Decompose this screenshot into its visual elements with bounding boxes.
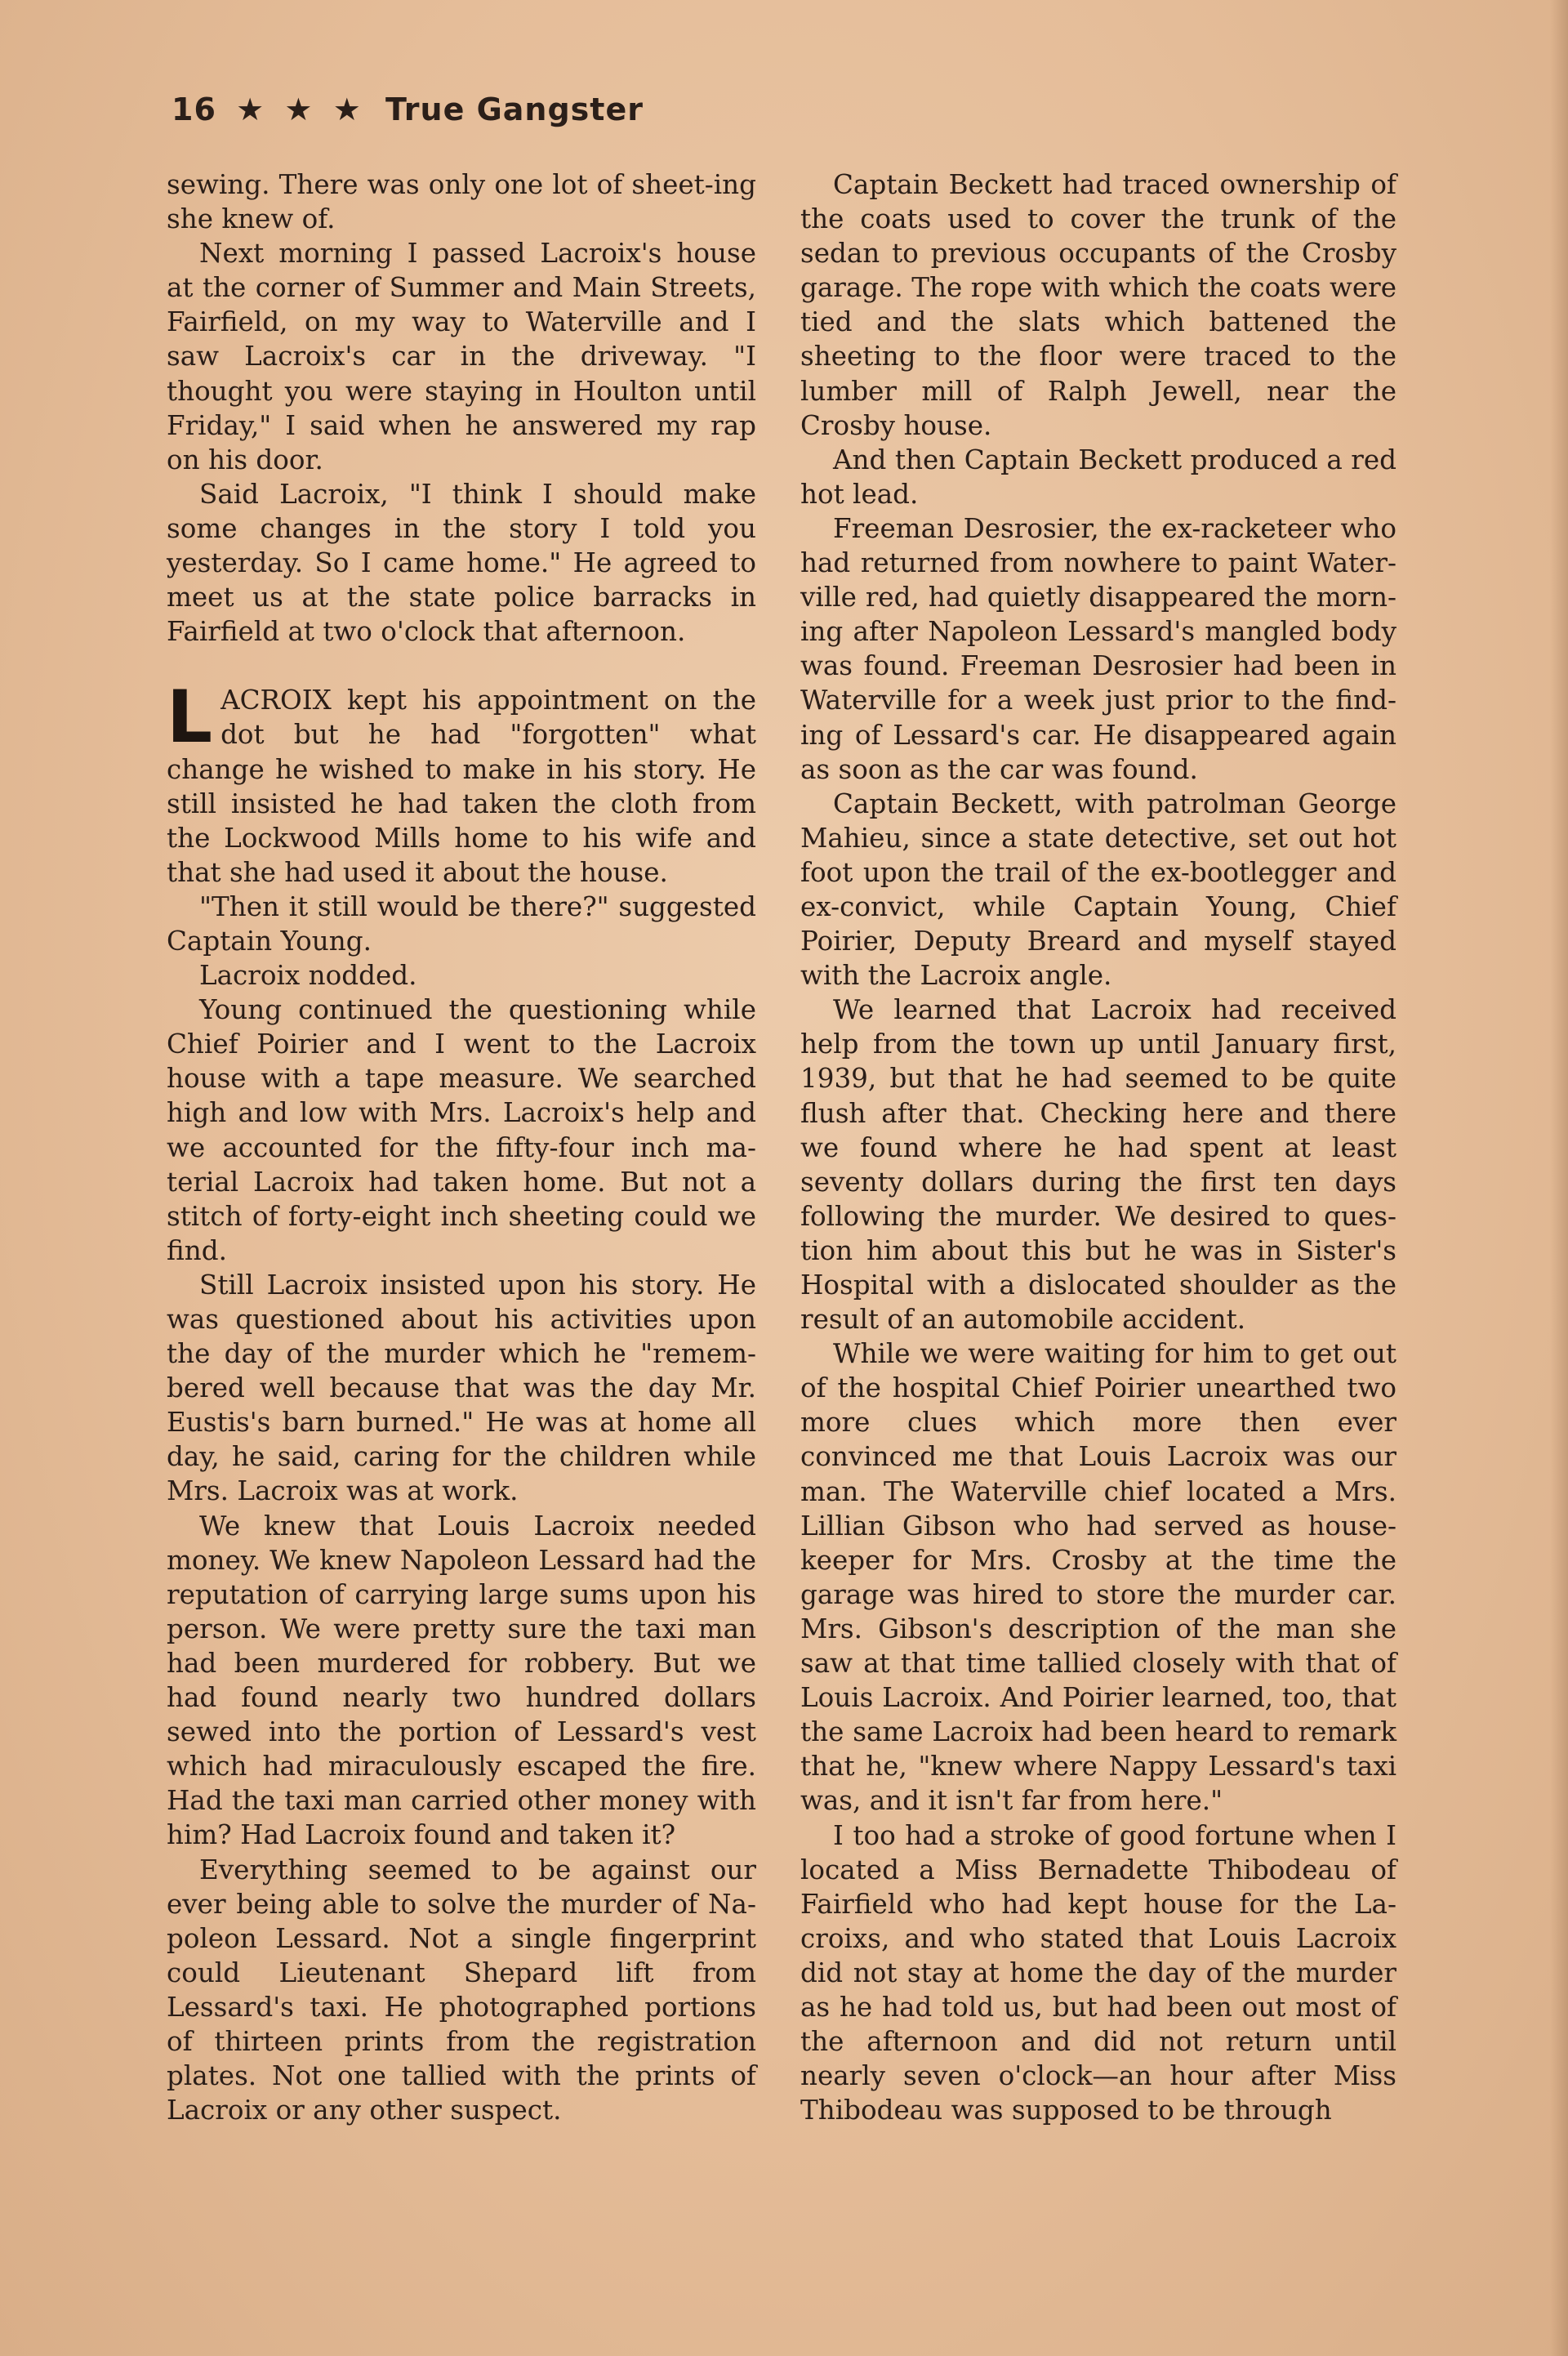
page-number: 16 (172, 91, 216, 127)
page-header (172, 91, 644, 127)
paragraph: And then Captain Beckett produced a red hot lead. (800, 444, 1396, 510)
paragraph: Captain Beckett, with patrolman George Mahieu, since a state detective, set out hot foot upon the trail of the ex-bootlegger and ex-convict, while Captain Young, Chief Poirier, Deputy Breard and myself stayed with the Lacroix angle. (800, 788, 1396, 992)
paragraph: Still Lacroix insisted upon his story. He was questioned about his activities upon the day of the murder which he "remem-bered well because that was the day Mr. Eustis's barn burned." He was at home all day, he said, caring for the children while Mrs. Lacroix was at work. (167, 1269, 756, 1507)
paragraph: While we were waiting for him to get out of the hospital Chief Poirier unearthed two more clues which more then ever convinced me that Louis Lacroix was our man. The Waterville chief located a Mrs. Lillian Gibson who had served as house-keeper for Mrs. Crosby at the time the garage was hired to store the murder car. Mrs. Gibson's description of the man she saw at that time tallied closely with that of Louis Lacroix. And Poirier learned, too, that the same Lacroix had been heard to remark that he, "knew where Nappy Lessard's taxi was, and it isn't far from here." (800, 1338, 1396, 1817)
paragraph: "Then it still would be there?" suggested Captain Young. (167, 890, 756, 957)
right-column (800, 167, 1396, 2127)
paragraph: Next morning I passed Lacroix's house at the corner of Summer and Main Streets, Fairfield, on my way to Waterville and I saw Lacroix's car in the driveway. "I thought you were staying in Houlton until Friday," I said when he answered my rap on his door. (167, 238, 756, 475)
paragraph-text: ACROIX kept his appointment on the dot but he had "forgotten" what change he wished to make in his story. He still insisted he had taken the cloth from the Lockwood Mills home to his wife and that she had used it about the house. (167, 685, 756, 888)
paragraph: Said Lacroix, "I think I should make some changes in the story I told you yesterday. So I came home." He agreed to meet us at the state police barracks in Fairfield at two o'clock that afternoon. (167, 478, 756, 648)
left-column (167, 167, 756, 2127)
paragraph: Captain Beckett had traced ownership of the coats used to cover the trunk of the sedan to previous occupants of the Crosby garage. The rope with which the coats were tied and the slats which battened the sheeting to the floor were traced to the lumber mill of Ralph Jewell, near the Crosby house. (800, 169, 1396, 441)
page-edge-shadow (1550, 0, 1568, 2356)
magazine-title: True Gangster (385, 91, 644, 127)
paragraph: Everything seemed to be against our ever being able to solve the murder of Na-poleon Lessard. Not a single fingerprint could Lieutenant Shepard lift from Lessard's taxi. He photographed portions of thirteen prints from the registration plates. Not one tallied with the prints of Lacroix or any other suspect. (167, 1854, 756, 2126)
paragraph: Young continued the questioning while Chief Poirier and I went to the Lacroix house with a tape measure. We searched high and low with Mrs. Lacroix's help and we accounted for the fifty-four inch ma-terial Lacroix had taken home. But not a stitch of forty-eight inch sheeting could we find. (167, 994, 756, 1266)
paragraph: We learned that Lacroix had received help from the town up until January first, 1939, but that he had seemed to be quite flush after that. Checking here and there we found where he had spent at least seventy dollars during the first ten days following the murder. We desired to ques-tion him about this but he was in Sister's Hospital with a dislocated shoulder as the result of an automobile accident. (800, 994, 1396, 1336)
paragraph: We knew that Louis Lacroix needed money. We knew Napoleon Lessard had the reputation of carrying large sums upon his person. We were pretty sure the taxi man had been murdered for robbery. But we had found nearly two hundred dollars sewed into the portion of Lessard's vest which had miraculously escaped the fire. Had the taxi man carried other money with him? Had Lacroix found and taken it? (167, 1510, 756, 1851)
header-stars: ★ ★ ★ (236, 91, 366, 127)
paragraph-with-dropcap (167, 675, 756, 890)
paragraph: sewing. There was only one lot of sheet-ing she knew of. (167, 169, 756, 235)
paragraph: Freeman Desrosier, the ex-racketeer who had returned from nowhere to paint Water-ville red, had quietly disappeared the morn-ing after Napoleon Lessard's mangled body was found. Freeman Desrosier had been in Waterville for a week just prior to the find-ing of Lessard's car. He disappeared again as soon as the car was found. (800, 512, 1396, 785)
paragraph: Lacroix nodded. (199, 960, 417, 992)
paragraph: I too had a stroke of good fortune when I located a Miss Bernadette Thibodeau of Fairfield who had kept house for the La-croixs, and who stated that Louis Lacroix did not stay at home the day of the murder as he had told us, but had been out most of the afternoon and did not return until nearly seven o'clock—an hour after Miss Thibodeau was supposed to be through (800, 1819, 1396, 2126)
drop-cap: L (167, 675, 213, 760)
